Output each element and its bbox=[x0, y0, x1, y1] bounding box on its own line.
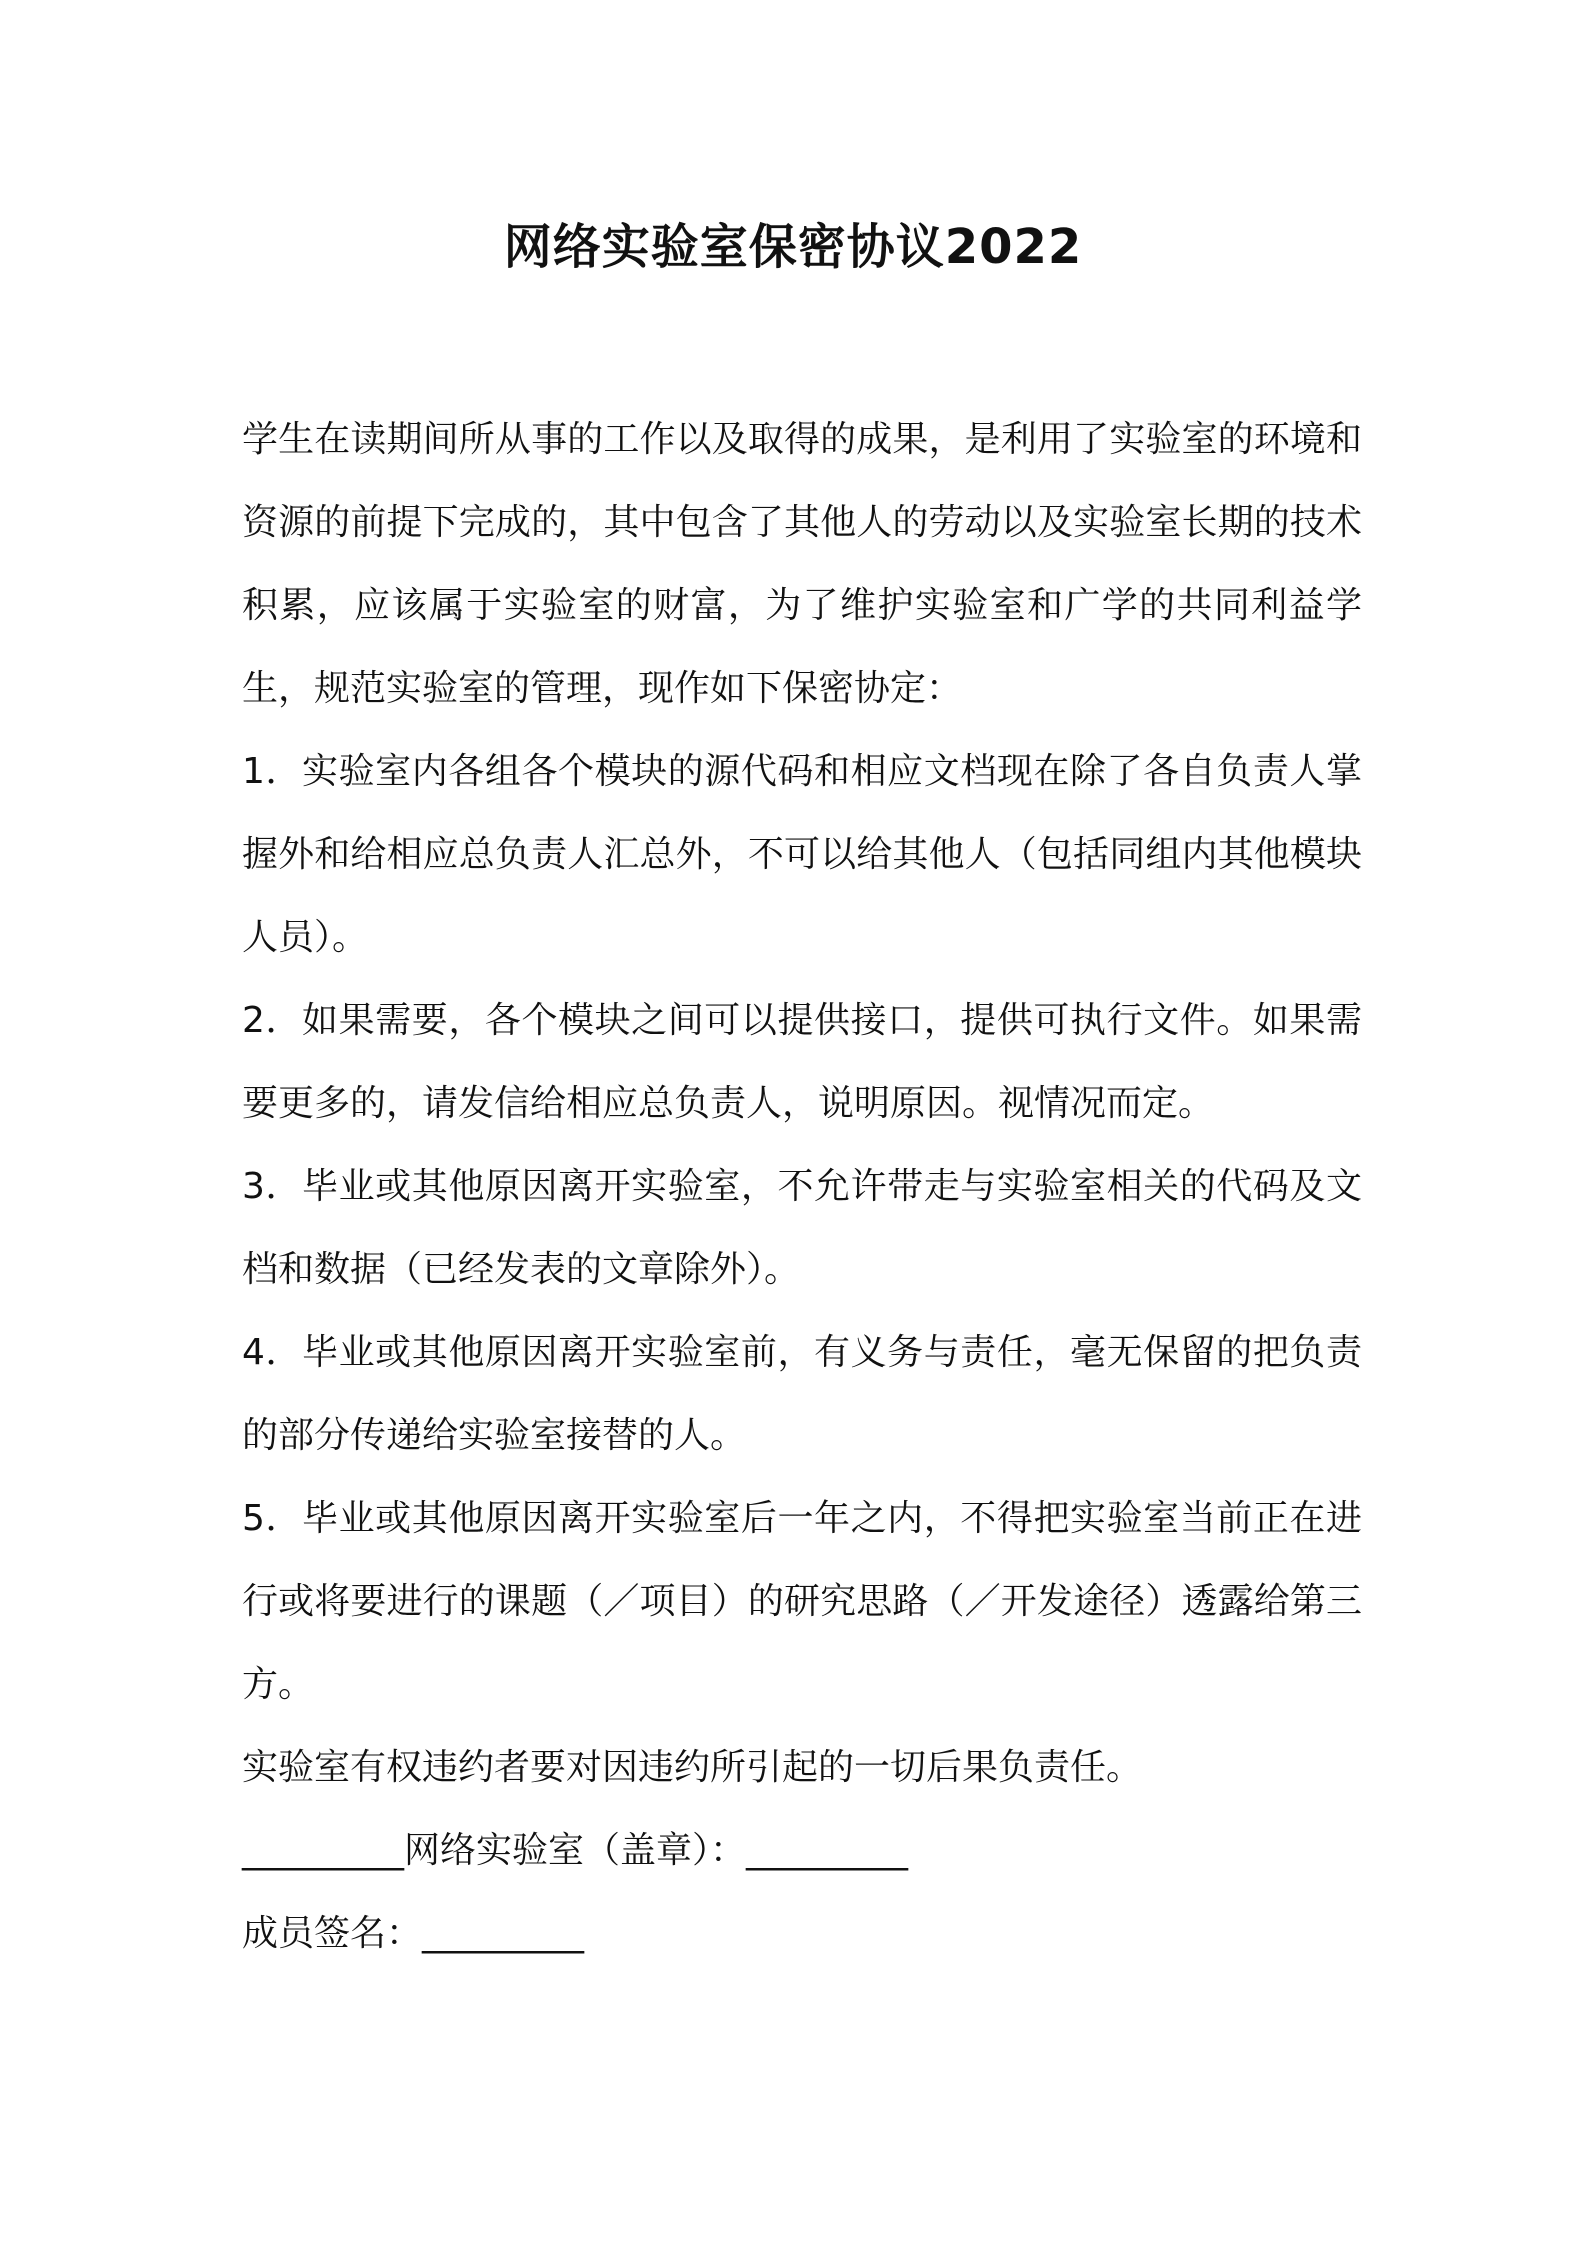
member-signature-line: 成员签名：_________ bbox=[242, 1913, 585, 1954]
clause-1: 1．实验室内各组各个模块的源代码和相应文档现在除了各自负责人掌握外和给相应总负责人汇总外，不可以给其他人（包括同组内其他模块人员）。 bbox=[242, 751, 1362, 958]
clause-2: 2．如果需要，各个模块之间可以提供接口，提供可执行文件。如果需要更多的，请发信给相应总负责人，说明原因。视情况而定。 bbox=[242, 1000, 1362, 1124]
lab-seal-line: _________网络实验室（盖章）：_________ bbox=[242, 1830, 909, 1871]
clause-5: 5．毕业或其他原因离开实验室后一年之内，不得把实验室当前正在进行或将要进行的课题（／项目）的研究思路（／开发途径）透露给第三方。 bbox=[242, 1498, 1362, 1705]
document-title: 网络实验室保密协议2022 bbox=[503, 219, 1083, 275]
intro-paragraph: 学生在读期间所从事的工作以及取得的成果，是利用了实验室的环境和资源的前提下完成的，其中包含了其他人的劳动以及实验室长期的技术积累，应该属于实验室的财富，为了维护实验室和广学的共同利益学生，规范实验室的管理，现作如下保密协定： bbox=[242, 419, 1362, 709]
clause-3: 3．毕业或其他原因离开实验室，不允许带走与实验室相关的代码及文档和数据（已经发表的文章除外）。 bbox=[242, 1166, 1362, 1290]
closing-statement: 实验室有权违约者要对因违约所引起的一切后果负责任。 bbox=[242, 1747, 1143, 1788]
clause-4: 4．毕业或其他原因离开实验室前，有义务与责任，毫无保留的把负责的部分传递给实验室接替的人。 bbox=[242, 1332, 1362, 1456]
document-body bbox=[242, 398, 1362, 1975]
